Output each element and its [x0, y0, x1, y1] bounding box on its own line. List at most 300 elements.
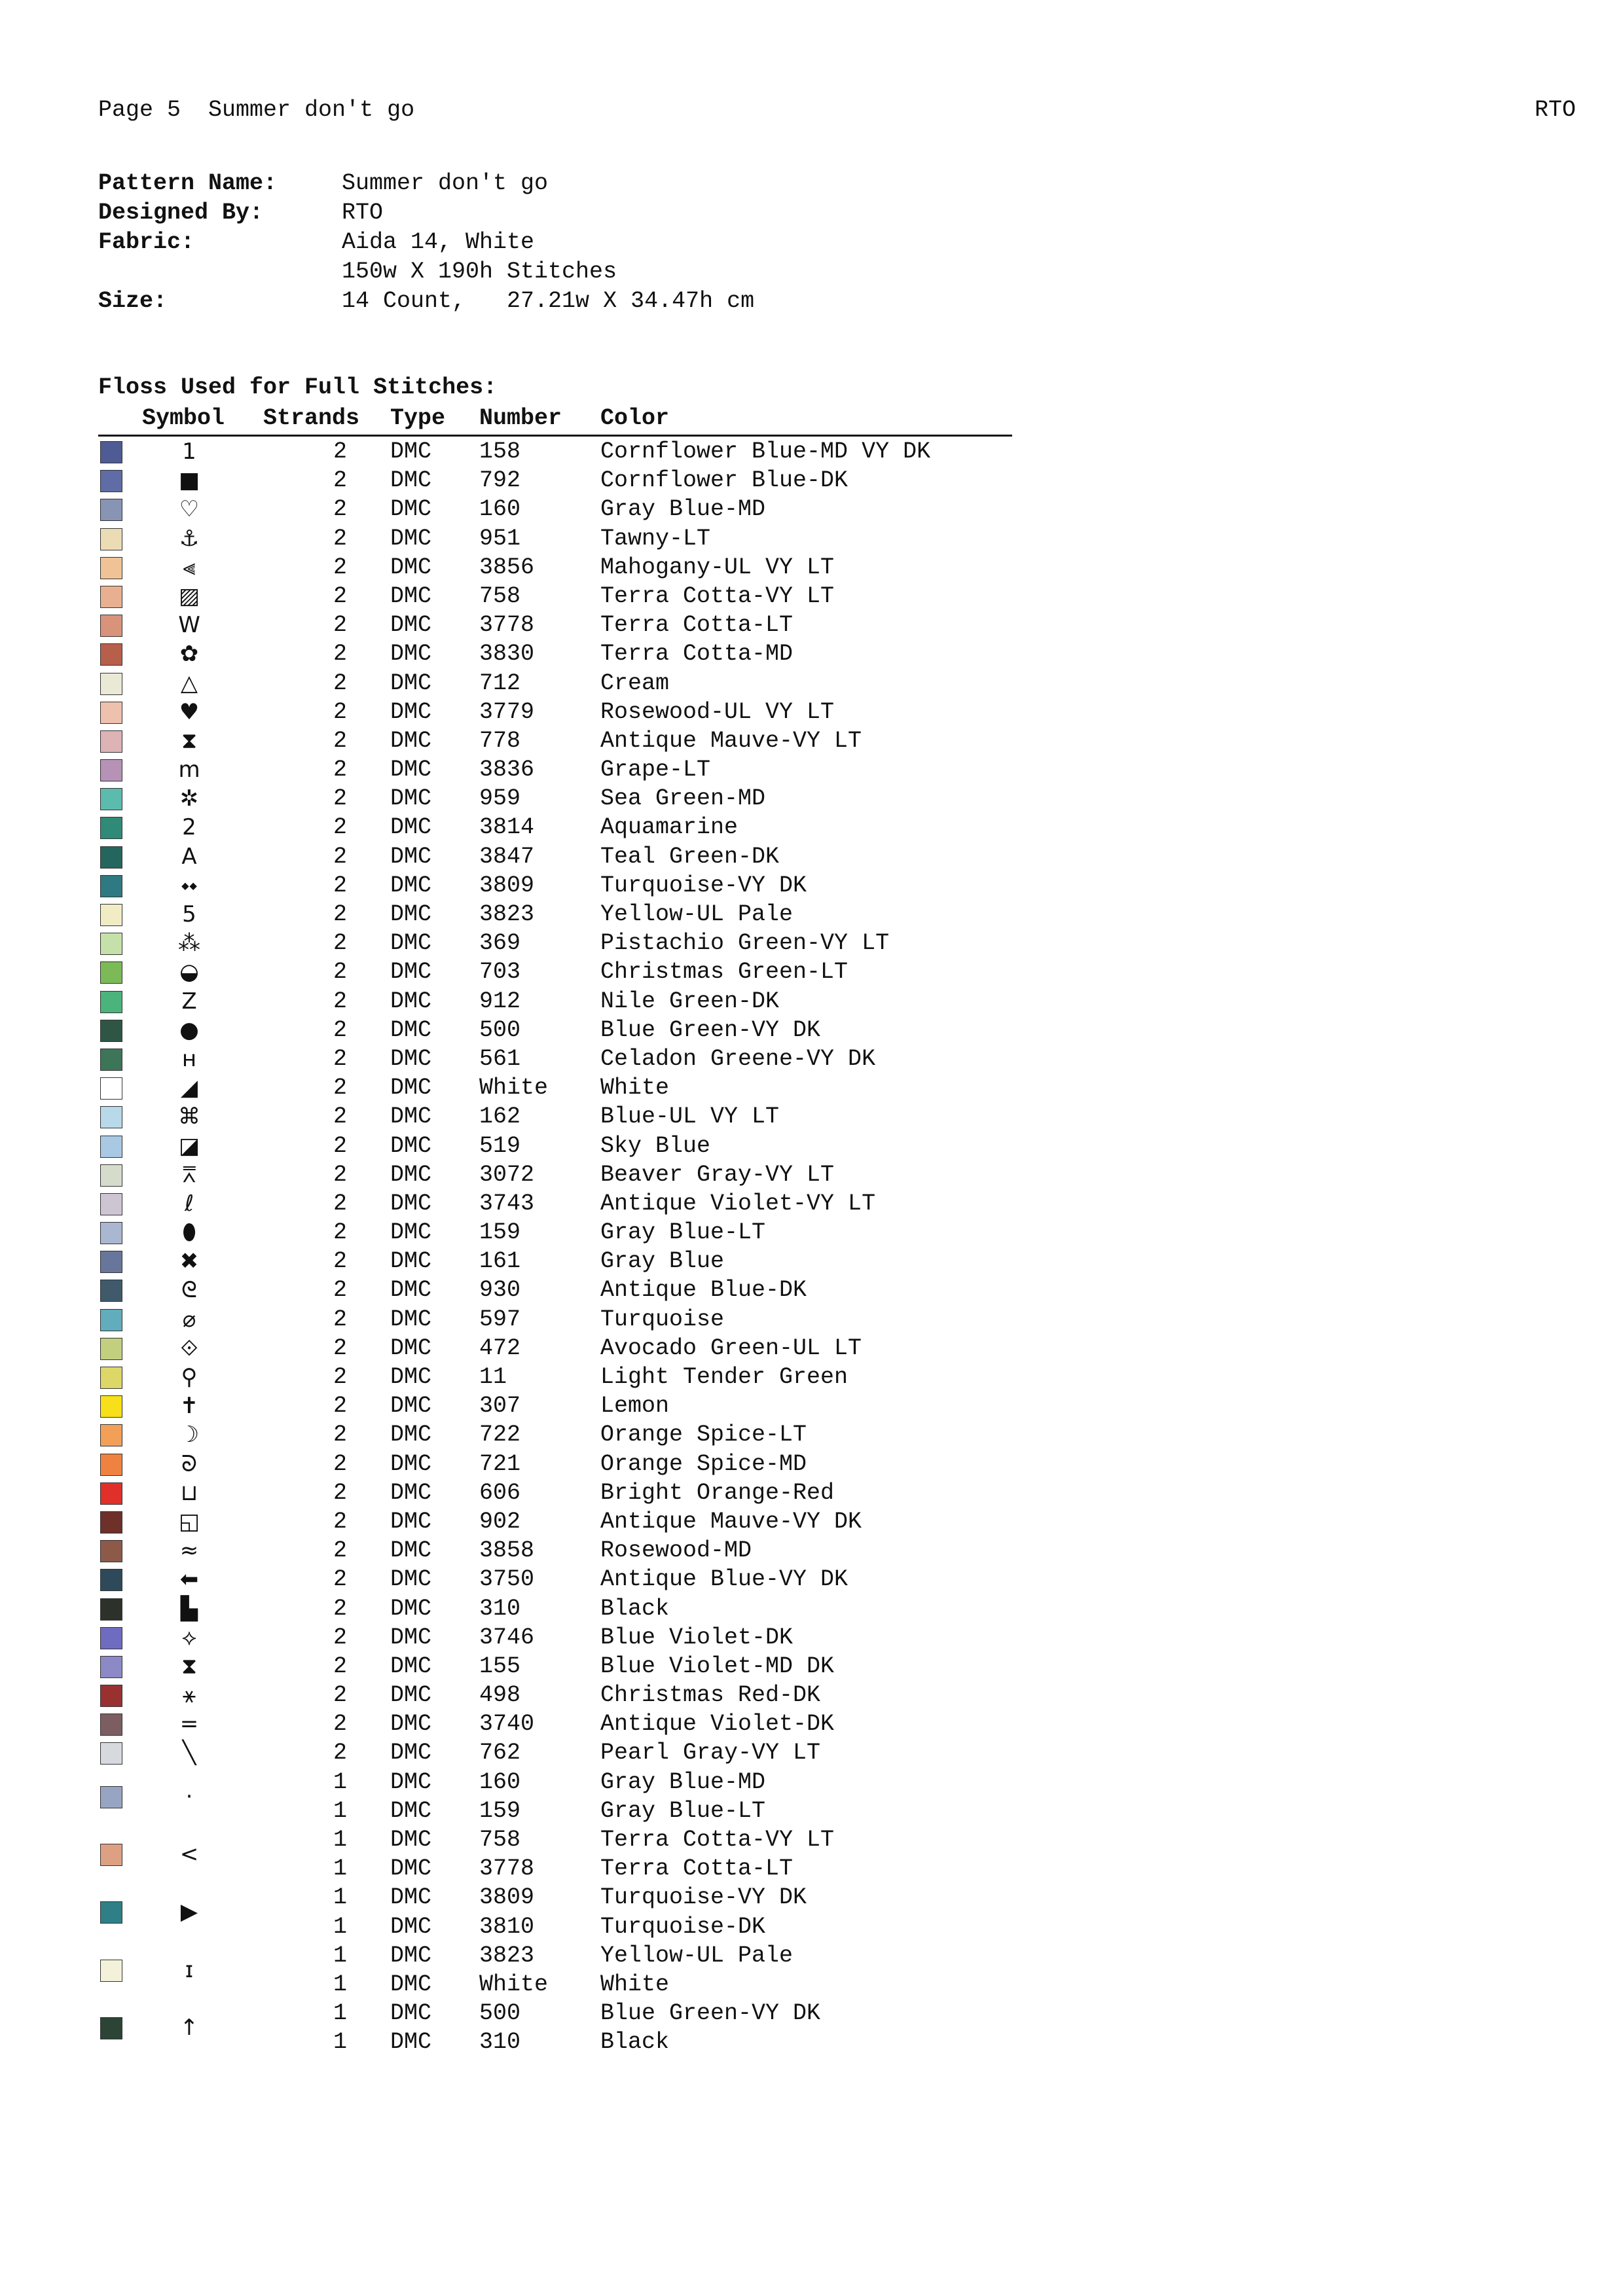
- floss-color-name: Mahogany-UL VY LT: [600, 554, 835, 581]
- col-number: Number: [479, 405, 562, 431]
- floss-type: DMC: [390, 959, 432, 986]
- floss-type: DMC: [390, 727, 432, 754]
- floss-row: [98, 842, 1012, 871]
- floss-row: [98, 1681, 1012, 1710]
- floss-symbol: ·: [185, 1783, 193, 1810]
- floss-color-name: Gray Blue-LT: [600, 1797, 766, 1824]
- color-swatch: [100, 933, 122, 955]
- floss-number: 930: [479, 1277, 521, 1304]
- floss-row: [98, 495, 1012, 524]
- floss-strands: 1: [333, 2029, 347, 2056]
- floss-type: DMC: [390, 496, 432, 523]
- floss-strands: 2: [333, 1450, 347, 1477]
- floss-strands: 2: [333, 1161, 347, 1188]
- floss-row: [98, 1565, 1012, 1594]
- floss-strands: 2: [333, 1595, 347, 1622]
- floss-row: [98, 1536, 1012, 1565]
- info-row: [98, 257, 754, 287]
- floss-type: DMC: [390, 1653, 432, 1679]
- floss-color-name: Nile Green-DK: [600, 988, 780, 1014]
- floss-type: DMC: [390, 467, 432, 494]
- floss-row: [98, 1218, 1012, 1247]
- info-value: 150w X 190h Stitches: [342, 259, 617, 285]
- floss-row: [98, 2028, 1012, 2056]
- floss-color-name: Gray Blue-LT: [600, 1219, 766, 1246]
- color-swatch: [100, 1049, 122, 1071]
- floss-symbol: ⌀: [182, 1306, 196, 1333]
- floss-section-title: Floss Used for Full Stitches:: [98, 374, 498, 401]
- floss-strands: 2: [333, 583, 347, 609]
- floss-strands: 1: [333, 1942, 347, 1969]
- floss-row: [98, 958, 1012, 986]
- floss-type: DMC: [390, 1161, 432, 1188]
- floss-type: DMC: [390, 2029, 432, 2056]
- floss-row: [98, 1479, 1012, 1507]
- floss-color-name: Yellow-UL Pale: [600, 901, 793, 927]
- floss-strands: 2: [333, 1016, 347, 1043]
- floss-symbol: ▶: [180, 1899, 198, 1926]
- floss-strands: 2: [333, 901, 347, 927]
- info-value: Aida 14, White: [342, 229, 535, 255]
- page-header-designer: RTO: [1534, 97, 1576, 123]
- col-strands: Strands: [263, 405, 360, 431]
- floss-strands: 2: [333, 757, 347, 783]
- color-swatch: [100, 643, 122, 666]
- floss-type: DMC: [390, 439, 432, 465]
- floss-symbol: ⧗: [181, 727, 197, 754]
- floss-number: 160: [479, 496, 521, 523]
- floss-symbol: ⟡: [181, 1624, 197, 1651]
- floss-strands: 2: [333, 1045, 347, 1072]
- floss-number: 3847: [479, 843, 535, 870]
- floss-type: DMC: [390, 1132, 432, 1159]
- info-value: Summer don't go: [342, 170, 549, 196]
- floss-type: DMC: [390, 1335, 432, 1361]
- color-swatch: [100, 499, 122, 521]
- floss-color-name: Blue Violet-MD DK: [600, 1653, 835, 1679]
- floss-row: [98, 871, 1012, 900]
- floss-number: 310: [479, 2029, 521, 2056]
- floss-symbol: ◢: [180, 1075, 198, 1102]
- color-swatch: [100, 1193, 122, 1215]
- floss-strands: 2: [333, 1653, 347, 1679]
- color-swatch: [100, 759, 122, 781]
- floss-strands: 2: [333, 988, 347, 1014]
- color-swatch: [100, 1424, 122, 1446]
- floss-symbol: Z: [181, 988, 197, 1014]
- floss-symbol: ▨: [178, 583, 200, 609]
- floss-strands: 2: [333, 554, 347, 581]
- floss-strands: 1: [333, 1884, 347, 1911]
- floss-number: 472: [479, 1335, 521, 1361]
- floss-strands: 2: [333, 930, 347, 957]
- floss-row: [98, 1710, 1012, 1738]
- floss-color-name: Tawny-LT: [600, 525, 711, 552]
- floss-row: [98, 466, 1012, 495]
- floss-row: [98, 524, 1012, 553]
- floss-row: [98, 1594, 1012, 1623]
- floss-number: 951: [479, 525, 521, 552]
- color-swatch: [100, 1309, 122, 1331]
- color-swatch: [100, 846, 122, 869]
- color-swatch: [100, 1713, 122, 1736]
- floss-color-name: Antique Blue-DK: [600, 1277, 807, 1304]
- floss-type: DMC: [390, 1913, 432, 1940]
- floss-row: [98, 1999, 1012, 2041]
- floss-symbol: ᘐ: [181, 1450, 197, 1477]
- floss-color-name: Sea Green-MD: [600, 785, 766, 812]
- floss-number: 762: [479, 1740, 521, 1767]
- floss-type: DMC: [390, 757, 432, 783]
- info-row: [98, 228, 754, 257]
- floss-strands: 1: [333, 1913, 347, 1940]
- floss-color-name: Blue Green-VY DK: [600, 1016, 821, 1043]
- floss-type: DMC: [390, 1450, 432, 1477]
- floss-symbol: ⊔: [180, 1479, 198, 1506]
- color-swatch: [100, 702, 122, 724]
- floss-number: 597: [479, 1306, 521, 1333]
- floss-number: 3823: [479, 901, 535, 927]
- color-swatch: [100, 586, 122, 608]
- floss-number: 3809: [479, 872, 535, 899]
- floss-color-name: Grape-LT: [600, 757, 711, 783]
- floss-strands: 2: [333, 1103, 347, 1130]
- color-swatch: [100, 817, 122, 839]
- floss-strands: 2: [333, 1277, 347, 1304]
- floss-type: DMC: [390, 554, 432, 581]
- color-swatch: [100, 615, 122, 637]
- floss-color-name: Pearl Gray-VY LT: [600, 1740, 821, 1767]
- color-swatch: [100, 1598, 122, 1621]
- floss-symbol: ≈: [179, 1537, 199, 1564]
- floss-row: [98, 553, 1012, 582]
- floss-strands: 2: [333, 843, 347, 870]
- floss-type: DMC: [390, 814, 432, 841]
- floss-row: [98, 1883, 1012, 1926]
- floss-type: DMC: [390, 1884, 432, 1911]
- floss-type: DMC: [390, 1277, 432, 1304]
- floss-number: 11: [479, 1364, 507, 1390]
- floss-number: 721: [479, 1450, 521, 1477]
- floss-color-name: Cornflower Blue-DK: [600, 467, 848, 494]
- floss-number: 3858: [479, 1537, 535, 1564]
- floss-color-name: Avocado Green-UL LT: [600, 1335, 862, 1361]
- floss-color-name: Lemon: [600, 1393, 670, 1420]
- color-swatch: [100, 673, 122, 695]
- floss-row: [98, 1941, 1012, 1983]
- floss-color-name: Terra Cotta-VY LT: [600, 583, 835, 609]
- floss-number: White: [479, 1075, 549, 1102]
- floss-strands: 2: [333, 872, 347, 899]
- floss-symbol: ⚹: [182, 1682, 196, 1709]
- floss-symbol: ◱: [178, 1508, 200, 1535]
- floss-row: [98, 1450, 1012, 1479]
- color-swatch: [100, 441, 122, 463]
- color-swatch: [100, 1569, 122, 1591]
- floss-color-name: Blue-UL VY LT: [600, 1103, 780, 1130]
- floss-symbol: ◪: [178, 1132, 200, 1159]
- floss-strands: 2: [333, 785, 347, 812]
- color-swatch: [100, 1540, 122, 1562]
- color-swatch: [100, 1742, 122, 1765]
- floss-row: [98, 784, 1012, 813]
- floss-row: [98, 1825, 1012, 1867]
- floss-row: [98, 639, 1012, 668]
- floss-row: [98, 1391, 1012, 1420]
- floss-symbol: <: [179, 1841, 199, 1867]
- pattern-info: [98, 169, 754, 316]
- floss-color-name: Terra Cotta-LT: [600, 612, 793, 639]
- color-swatch: [100, 528, 122, 550]
- floss-number: 3823: [479, 1942, 535, 1969]
- color-swatch: [100, 961, 122, 984]
- floss-type: DMC: [390, 641, 432, 668]
- floss-symbol: ♥: [179, 698, 200, 725]
- floss-number: 3836: [479, 757, 535, 783]
- floss-strands: 2: [333, 1190, 347, 1217]
- floss-number: 519: [479, 1132, 521, 1159]
- floss-number: 307: [479, 1393, 521, 1420]
- floss-number: 159: [479, 1219, 521, 1246]
- floss-strands: 2: [333, 1248, 347, 1275]
- floss-row: [98, 1912, 1012, 1941]
- floss-symbol: 1: [182, 439, 196, 465]
- floss-symbol: 5: [182, 901, 196, 927]
- floss-symbol: ⚓: [179, 525, 200, 552]
- floss-color-name: Gray Blue: [600, 1248, 725, 1275]
- floss-number: 722: [479, 1422, 521, 1448]
- floss-symbol: ⩞: [182, 1161, 196, 1188]
- page-header-title: Page 5 Summer don't go: [98, 97, 415, 123]
- floss-symbol: ɪ: [185, 1956, 194, 1983]
- floss-strands: 2: [333, 1335, 347, 1361]
- floss-number: 561: [479, 1045, 521, 1072]
- floss-number: 758: [479, 583, 521, 609]
- floss-strands: 1: [333, 1768, 347, 1795]
- info-row: [98, 169, 754, 198]
- floss-row: [98, 813, 1012, 842]
- floss-row: [98, 1160, 1012, 1189]
- floss-type: DMC: [390, 1016, 432, 1043]
- floss-type: DMC: [390, 1190, 432, 1217]
- color-swatch: [100, 1164, 122, 1187]
- floss-symbol: 2: [182, 814, 196, 841]
- color-swatch: [100, 1020, 122, 1042]
- floss-symbol: ⌘: [178, 1103, 200, 1130]
- floss-number: 498: [479, 1682, 521, 1709]
- floss-strands: 2: [333, 1711, 347, 1738]
- floss-color-name: Blue Green-VY DK: [600, 2000, 821, 2027]
- color-swatch: [100, 1280, 122, 1302]
- floss-symbol: н: [181, 1045, 197, 1072]
- color-swatch: [100, 470, 122, 492]
- floss-strands: 2: [333, 496, 347, 523]
- floss-symbol: ■: [178, 467, 200, 494]
- floss-symbol: ᘓ: [181, 1277, 197, 1304]
- floss-symbol: ♡: [179, 496, 200, 523]
- floss-color-name: Antique Mauve-VY LT: [600, 727, 862, 754]
- floss-color-name: Christmas Red-DK: [600, 1682, 821, 1709]
- floss-type: DMC: [390, 612, 432, 639]
- floss-strands: 1: [333, 1797, 347, 1824]
- floss-type: DMC: [390, 785, 432, 812]
- floss-symbol: ⫷: [183, 554, 196, 581]
- floss-color-name: Turquoise: [600, 1306, 725, 1333]
- floss-number: 159: [479, 1797, 521, 1824]
- floss-row: [98, 1305, 1012, 1334]
- floss-color-name: White: [600, 1971, 670, 1998]
- floss-symbol: ⁂: [178, 930, 200, 957]
- floss-strands: 2: [333, 1624, 347, 1651]
- floss-color-name: Sky Blue: [600, 1132, 711, 1159]
- floss-number: 310: [479, 1595, 521, 1622]
- floss-color-name: Teal Green-DK: [600, 843, 780, 870]
- floss-number: 3778: [479, 612, 535, 639]
- floss-type: DMC: [390, 1393, 432, 1420]
- color-swatch: [100, 1454, 122, 1476]
- floss-number: 3809: [479, 1884, 535, 1911]
- floss-number: 959: [479, 785, 521, 812]
- floss-type: DMC: [390, 583, 432, 609]
- floss-type: DMC: [390, 1595, 432, 1622]
- color-swatch: [100, 1685, 122, 1707]
- floss-number: White: [479, 1971, 549, 1998]
- floss-strands: 2: [333, 612, 347, 639]
- floss-type: DMC: [390, 1827, 432, 1853]
- floss-color-name: Christmas Green-LT: [600, 959, 848, 986]
- floss-strands: 2: [333, 439, 347, 465]
- floss-number: 500: [479, 1016, 521, 1043]
- floss-number: 792: [479, 467, 521, 494]
- floss-number: 606: [479, 1479, 521, 1506]
- floss-symbol: ⬩⬩: [181, 872, 198, 899]
- floss-number: 3778: [479, 1856, 535, 1882]
- floss-symbol: ◒: [179, 959, 199, 986]
- floss-type: DMC: [390, 670, 432, 696]
- floss-strands: 1: [333, 1827, 347, 1853]
- floss-color-name: Terra Cotta-VY LT: [600, 1827, 835, 1853]
- floss-row: [98, 1334, 1012, 1363]
- color-swatch: [100, 904, 122, 926]
- floss-type: DMC: [390, 1306, 432, 1333]
- floss-color-name: Cream: [600, 670, 670, 696]
- color-swatch: [100, 1338, 122, 1360]
- floss-strands: 2: [333, 1740, 347, 1767]
- floss-type: DMC: [390, 525, 432, 552]
- floss-number: 3856: [479, 554, 535, 581]
- floss-symbol: ●: [179, 1016, 199, 1043]
- floss-number: 3750: [479, 1566, 535, 1593]
- floss-strands: 2: [333, 814, 347, 841]
- floss-color-name: Antique Blue-VY DK: [600, 1566, 848, 1593]
- floss-table: [98, 437, 1012, 2057]
- floss-color-name: White: [600, 1075, 670, 1102]
- floss-symbol: =: [179, 1711, 199, 1738]
- floss-row: [98, 611, 1012, 639]
- floss-color-name: Turquoise-DK: [600, 1913, 766, 1940]
- floss-row: [98, 1189, 1012, 1218]
- info-value: RTO: [342, 200, 384, 226]
- color-swatch: [100, 1395, 122, 1418]
- floss-symbol: ╲: [182, 1740, 196, 1767]
- floss-type: DMC: [390, 1856, 432, 1882]
- floss-row: [98, 1247, 1012, 1276]
- floss-row: [98, 1738, 1012, 1767]
- floss-strands: 2: [333, 1075, 347, 1102]
- floss-type: DMC: [390, 1942, 432, 1969]
- floss-color-name: Turquoise-VY DK: [600, 872, 807, 899]
- floss-row: [98, 900, 1012, 929]
- floss-strands: 2: [333, 1219, 347, 1246]
- floss-number: 3810: [479, 1913, 535, 1940]
- floss-type: DMC: [390, 1103, 432, 1130]
- floss-strands: 2: [333, 1364, 347, 1390]
- floss-symbol: m: [178, 757, 200, 783]
- floss-row: [98, 1132, 1012, 1160]
- floss-row: [98, 582, 1012, 611]
- floss-color-name: Aquamarine: [600, 814, 739, 841]
- floss-color-name: Cornflower Blue-MD VY DK: [600, 439, 931, 465]
- color-swatch: [100, 1251, 122, 1273]
- floss-strands: 2: [333, 641, 347, 668]
- floss-type: DMC: [390, 1248, 432, 1275]
- floss-type: DMC: [390, 1219, 432, 1246]
- floss-type: DMC: [390, 1479, 432, 1506]
- floss-row: [98, 1016, 1012, 1045]
- floss-type: DMC: [390, 901, 432, 927]
- floss-symbol: ▙: [180, 1595, 198, 1622]
- floss-strands: 2: [333, 1508, 347, 1535]
- floss-strands: 2: [333, 1566, 347, 1593]
- floss-type: DMC: [390, 1768, 432, 1795]
- floss-strands: 2: [333, 1393, 347, 1420]
- floss-type: DMC: [390, 1797, 432, 1824]
- floss-number: 3779: [479, 698, 535, 725]
- floss-symbol: A: [181, 843, 197, 870]
- floss-color-name: Rosewood-MD: [600, 1537, 752, 1564]
- floss-strands: 2: [333, 1682, 347, 1709]
- floss-symbol: ⬅: [179, 1566, 199, 1593]
- floss-number: 902: [479, 1508, 521, 1535]
- floss-row: [98, 1363, 1012, 1391]
- floss-color-name: Antique Violet-VY LT: [600, 1190, 876, 1217]
- floss-row: [98, 1102, 1012, 1131]
- floss-number: 3743: [479, 1190, 535, 1217]
- floss-symbol: ⧗: [181, 1653, 197, 1679]
- floss-strands: 2: [333, 698, 347, 725]
- floss-color-name: Blue Violet-DK: [600, 1624, 793, 1651]
- floss-type: DMC: [390, 988, 432, 1014]
- floss-color-name: Orange Spice-LT: [600, 1422, 807, 1448]
- floss-row: [98, 1045, 1012, 1073]
- floss-number: 3830: [479, 641, 535, 668]
- col-symbol: Symbol: [142, 405, 225, 431]
- floss-type: DMC: [390, 1624, 432, 1651]
- floss-number: 162: [479, 1103, 521, 1130]
- floss-number: 3072: [479, 1161, 535, 1188]
- floss-color-name: Light Tender Green: [600, 1364, 848, 1390]
- floss-row: [98, 1652, 1012, 1681]
- floss-color-name: Rosewood-UL VY LT: [600, 698, 835, 725]
- floss-type: DMC: [390, 698, 432, 725]
- floss-row: [98, 698, 1012, 726]
- info-row: [98, 198, 754, 228]
- color-swatch: [100, 1367, 122, 1389]
- floss-symbol: ✿: [179, 641, 199, 668]
- info-row: [98, 287, 754, 316]
- floss-color-name: Yellow-UL Pale: [600, 1942, 793, 1969]
- floss-color-name: Antique Violet-DK: [600, 1711, 835, 1738]
